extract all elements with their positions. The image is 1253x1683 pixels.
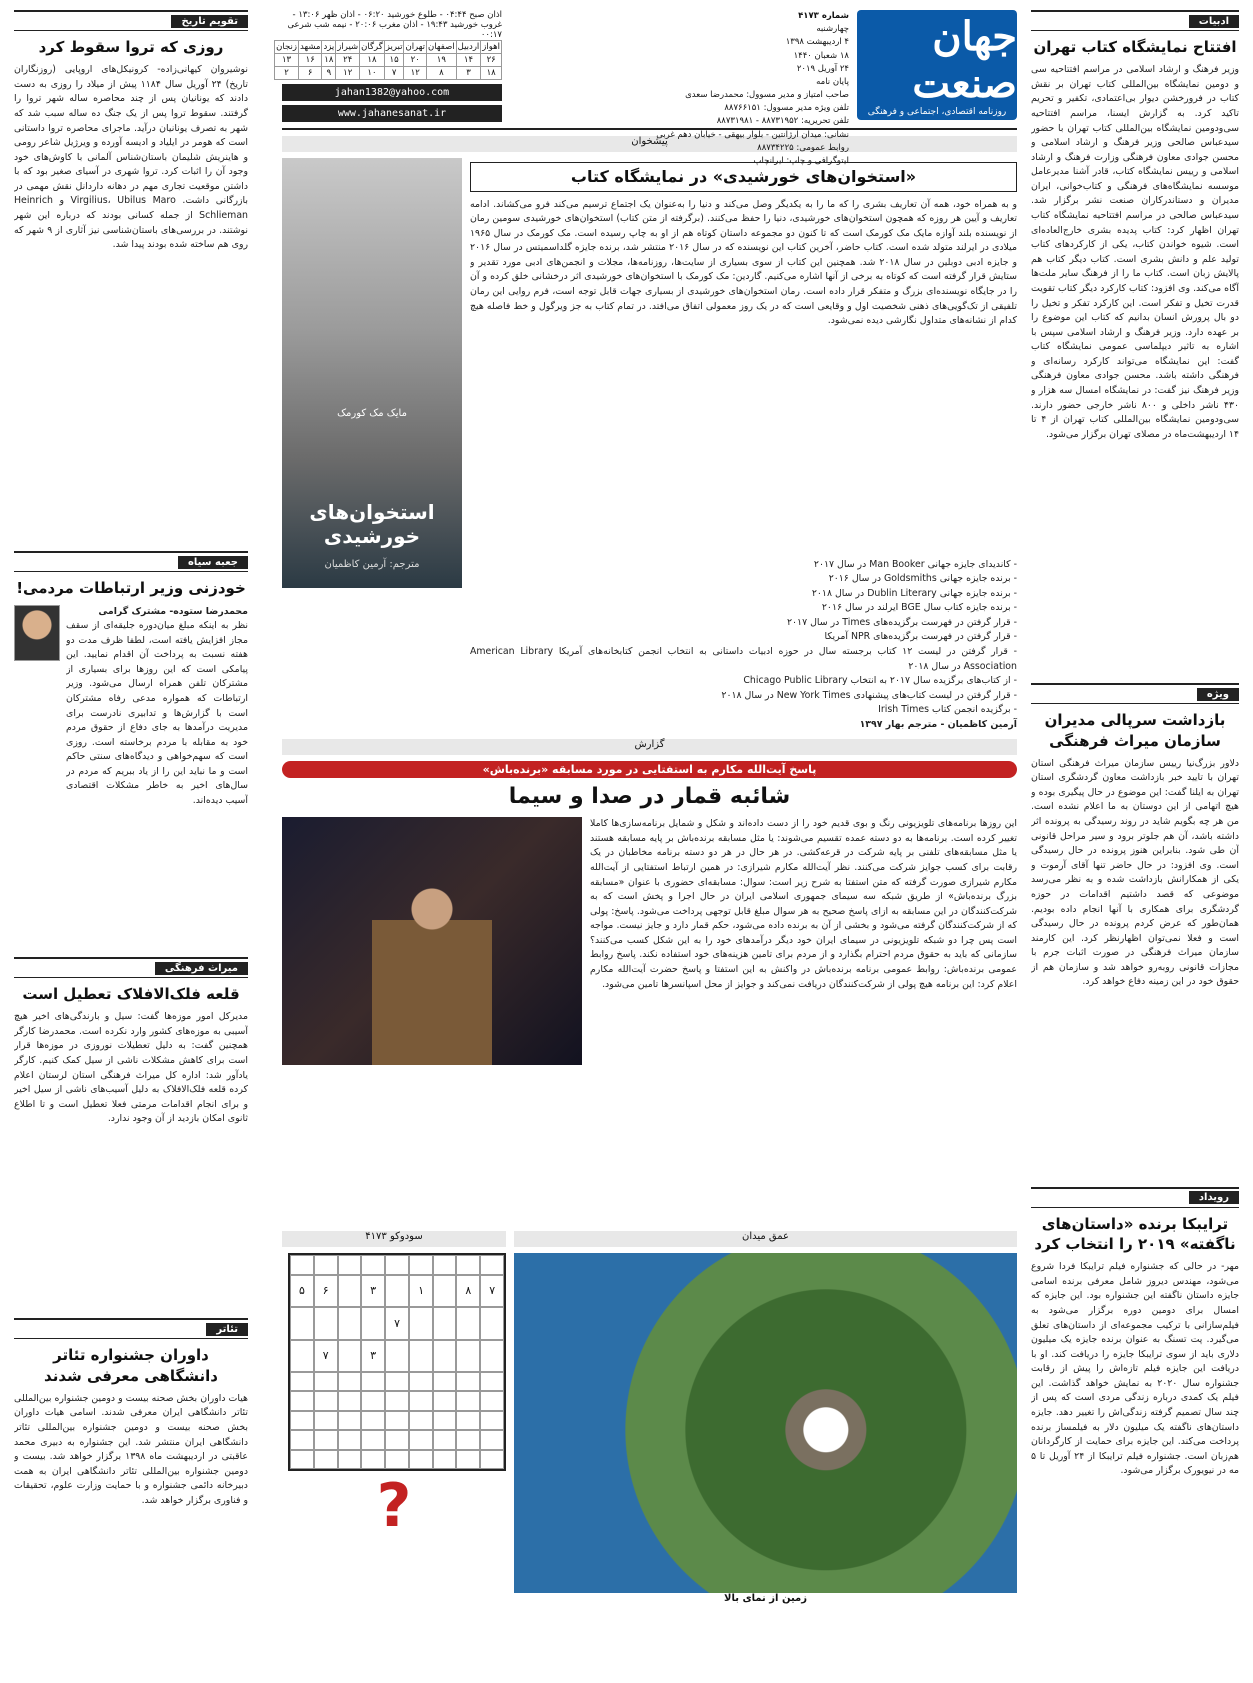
sudoku-cell[interactable] (361, 1372, 385, 1391)
sudoku-cell[interactable] (433, 1391, 457, 1410)
sudoku-cell[interactable] (290, 1430, 314, 1449)
sudoku-cell[interactable] (361, 1430, 385, 1449)
sudoku-cell[interactable] (456, 1411, 480, 1430)
section-bar: عمق میدان (514, 1231, 1017, 1247)
sudoku-cell[interactable]: ۷ (480, 1275, 504, 1307)
sudoku-cell[interactable] (361, 1411, 385, 1430)
sudoku-cell[interactable] (385, 1450, 409, 1469)
weather-max: ۱۸ (322, 54, 336, 67)
sudoku-cell[interactable] (480, 1450, 504, 1469)
sudoku-cell[interactable] (409, 1340, 433, 1372)
sudoku-label: سودوکو (389, 1231, 423, 1243)
info-line: روابط عمومی: ۸۸۷۳۴۲۲۵ (757, 142, 849, 153)
article-body: نظر به اینکه مبلغ میان‌دوره جلیقه‌ای از سقف مجاز افزایش یافته است، لطفا ظرف مدت دو هفته نسبت به پرداخت آن اقدام نمایید. این پیامکی است که این روزها برای بسیاری از مشترکان تلفن همراه ارسال می‌شود. وزیر ارتباطات که همواره مدعی رفاه مشترکان است با گزارش‌ها و تدابیری نادرست برای مدیریت درآمدها به جای دفاع از حقوق مردم خود به مقابله با مردم برخاسته است. روزی است که سهم‌خواهی و دیدگاه‌های سنتی حاکم است و ما نباید این را از یاد ببریم که مردم در سال‌های اخیر به خاطر مشکلات اقتصادی آسیب دیده‌اند. (66, 620, 248, 807)
center-column (276, 10, 1018, 1605)
sudoku-cell[interactable] (290, 1255, 314, 1274)
section-header: رویداد (1031, 1187, 1239, 1208)
sudoku-cell[interactable]: ۱ (409, 1275, 433, 1307)
award-item: - قرار گرفتن در لیست کتاب‌های پیشنهادی New York Times در سال ۲۰۱۸ (721, 689, 1017, 701)
weather-max: ۱۶ (298, 54, 322, 67)
weather-max: ۱۳ (275, 54, 299, 67)
sudoku-cell[interactable] (433, 1275, 457, 1307)
sudoku-cell[interactable] (290, 1340, 314, 1372)
weather-city: شیراز (337, 42, 359, 52)
weather-min: ۶ (298, 67, 322, 80)
sudoku-cell[interactable] (409, 1450, 433, 1469)
info-line: لیتوگرافی و چاپ: ایرانچاپ (753, 155, 849, 166)
brand-name: جهان صنعت (912, 13, 1017, 107)
sudoku-cell[interactable] (409, 1372, 433, 1391)
sudoku-cell[interactable] (314, 1255, 338, 1274)
sudoku-cell[interactable] (409, 1391, 433, 1410)
award-item: - برگزیده انجمن کتاب Irish Times (878, 704, 1017, 716)
sudoku-cell[interactable] (385, 1255, 409, 1274)
sudoku-cell[interactable] (338, 1275, 362, 1307)
sudoku-cell[interactable] (409, 1255, 433, 1274)
sudoku-grid[interactable] (288, 1253, 506, 1471)
weather-min: ۹ (322, 67, 336, 80)
date-en: ۲۴ آوریل ۲۰۱۹ (796, 63, 849, 74)
feature-signoff: آرمین کاظمیان - مترجم بهار ۱۳۹۷ (859, 718, 1017, 730)
sudoku-cell[interactable] (338, 1340, 362, 1372)
section-bar: پیشخوان (282, 136, 1017, 152)
weather-min: ۱۲ (404, 67, 427, 80)
weather-min: ۳ (456, 67, 481, 80)
sudoku-cell[interactable] (314, 1372, 338, 1391)
weather-city: اصفهان (428, 42, 455, 52)
section-header: تئاتر (14, 1318, 248, 1339)
sudoku-cell[interactable] (456, 1340, 480, 1372)
article-title: افتتاح نمایشگاه کتاب تهران (1033, 38, 1237, 56)
sudoku-cell[interactable] (480, 1411, 504, 1430)
sudoku-cell[interactable]: ۸ (456, 1275, 480, 1307)
article-author: محمدرضا ستوده- مشترک گرامی (98, 605, 248, 617)
sudoku-cell[interactable] (361, 1391, 385, 1410)
sudoku-cell[interactable] (409, 1430, 433, 1449)
sudoku-cell[interactable] (385, 1372, 409, 1391)
sudoku-cell[interactable] (456, 1391, 480, 1410)
website-link[interactable]: www.jahanesanat.ir (282, 105, 502, 122)
weather-city: اردبیل (457, 42, 480, 52)
sudoku-cell[interactable]: ۳ (361, 1340, 385, 1372)
sudoku-cell[interactable]: ۷ (314, 1340, 338, 1372)
info-line: صاحب امتیاز و مدیر مسوول: محمدرضا سعدی (685, 90, 849, 101)
report-image-wrap (282, 817, 582, 1217)
article-body: مهر- در حالی که جشنواره فیلم ترایبکا فردا شروع می‌شود، مهندس دیروز شامل معرفی برنده اسامی جایزه داستان ناگفته این جشنواره بود. این جایزه که امسال برای دومین دوره برگزار می‌شود به فیلم‌سازانی با ترکیب مجموعه‌ای از داستان‌های تعلق می‌گیرد. پت تسنگ به عنوان برنده جایزه یک میلیون دلاری باید از سوی ترایبکا جایزه را دریافت کند. او با دریافت این جایزه فیلم تازه‌اش را پیش از رقابت جشنواره سال ۲۰۲۰ به نمایش خواهد گذاشت. این فیلم یک کمدی درباره زندگی مردی است که پس از چند سال تصمیم گرفته زندگی‌اش را تغییر دهد. جایزه داستان‌های ناگفته یک میلیون دلار به فیلمساز برنده پرداخت می‌کند. این جایزه برای حمایت از کارگردانان هم‌زبان است. جشنواره فیلم ترایبکا از ۲۴ آوریل تا ۵ مه در نیویورک برگزار می‌شود. (1031, 1261, 1239, 1477)
sudoku-cell[interactable] (290, 1450, 314, 1469)
weather-city: زنجان (276, 42, 297, 52)
brand-logo (857, 10, 1017, 120)
sudoku-cell[interactable] (480, 1391, 504, 1410)
sudoku-cell[interactable] (385, 1340, 409, 1372)
report-title: شائبه قمار در صدا و سیما (508, 783, 791, 809)
sudoku-cell[interactable] (338, 1391, 362, 1410)
sudoku-cell[interactable] (409, 1411, 433, 1430)
host-figure (372, 865, 492, 1065)
weather-min: ۱۰ (360, 67, 385, 80)
sudoku-cell[interactable] (433, 1450, 457, 1469)
sudoku-number: ۴۱۷۳ (365, 1231, 387, 1243)
map-box (514, 1225, 1017, 1604)
award-item: - برنده جایزه جهانی Dublin Literary در سال ۲۰۱۸ (811, 587, 1017, 599)
weather-min: ۲ (275, 67, 299, 80)
article-title: خودزنی وزیر ارتباطات مردمی! (16, 579, 246, 598)
sudoku-cell[interactable] (314, 1391, 338, 1410)
weather-min: ۱۸ (481, 67, 502, 80)
article-title: داوران جشنواره تئاتر دانشگاهی معرفی شدند (44, 1346, 218, 1385)
weather-city: اهواز (482, 42, 500, 52)
sudoku-cell[interactable] (290, 1372, 314, 1391)
article-title: ترایبکا برنده «داستان‌های ناگفته» ۲۰۱۹ را انتخاب کرد (1034, 1214, 1236, 1253)
report-kicker: پاسخ آیت‌الله مکارم به استفتایی در مورد مسابقه «برنده‌باش» (282, 761, 1017, 778)
awards-list (470, 558, 1017, 718)
sudoku-cell[interactable]: ۷ (385, 1307, 409, 1339)
weekday: چهارشنبه (816, 24, 849, 35)
sudoku-cell[interactable] (338, 1411, 362, 1430)
sudoku-cell[interactable] (290, 1307, 314, 1339)
sudoku-cell[interactable] (385, 1430, 409, 1449)
sudoku-cell[interactable] (290, 1411, 314, 1430)
issue-number: شماره ۴۱۷۳ (798, 11, 849, 21)
weather-max: ۲۶ (481, 54, 502, 67)
weather-city: تبریز (385, 42, 403, 52)
sudoku-cell[interactable] (338, 1450, 362, 1469)
weather-min: ۱۲ (336, 67, 360, 80)
date-fa: ۴ اردیبهشت ۱۳۹۸ (785, 37, 849, 48)
sudoku-cell[interactable] (314, 1411, 338, 1430)
section-header: جعبه سیاه (14, 551, 248, 572)
sudoku-cell[interactable] (385, 1275, 409, 1307)
brand-subtitle: روزنامه اقتصادی، اجتماعی و فرهنگی (867, 107, 1007, 117)
sudoku-cell[interactable] (338, 1307, 362, 1339)
sudoku-cell[interactable] (456, 1255, 480, 1274)
feature-row (282, 158, 1017, 733)
sudoku-cell[interactable] (314, 1450, 338, 1469)
sudoku-cell[interactable] (314, 1307, 338, 1339)
sudoku-cell[interactable] (338, 1372, 362, 1391)
sudoku-cell[interactable] (456, 1430, 480, 1449)
sudoku-cell[interactable] (480, 1340, 504, 1372)
award-item: - قرار گرفتن در لیست ۱۲ کتاب برجسته سال در حوزه ادبیات داستانی به انتخاب انجمن کتابخانه‌های آمریکا American Library Association در سال ۲۰۱۸ (470, 646, 1018, 672)
feature-body: و به همراه خود، همه آن تعاریف بشری را که ما را به یکدیگر وصل می‌کند و دنیا را به‌عنوان یک اجتماع ترسیم می‌کند فرو می‌کشاند. ادامه تعاریف و آیین هر روزه که همچون استخوان‌های خورشیدی، دنیا را حفظ می‌کنند. (برگرفته از متن کتاب) استخوان‌های خورشیدی سومین رمان از نویسنده بلند آوازه مایک مک کورمک است که تا کنون دو مجموعه داستان کوتاه هم از او به چاپ رسیده است. مک کورمک در سال ۱۹۶۵ میلادی در ایرلند متولد شده است. کتاب حاضر، آخرین کتاب این نویسنده که در سال ۲۰۱۶ منتشر شد، برنده جایزه گلداسمیتس در سال ۲۰۱۶ و جایزه ادبی دوبلین در سال ۲۰۱۸ شد. همچنین این کتاب از سوی بسیاری از سایت‌ها، روزنامه‌ها، مجلات و انجمن‌های ادبی مورد تقدیر و ستایش قرار گرفته است که کوتاه به برخی از آنها اشاره می‌کنیم. گاردین: مک کورمک با استخوان‌های خورشیدی اثر درخشانی خلق کرده و آن را در جایگاه نویسنده‌ای بزرگ و متفکر قرار داده است. رمان استخوان‌های خورشیدی از بسیاری جهات قابل توجه است، فرم روایی این رمان تلفیقی از تک‌گویی‌های ذهنی شخصیت اول و وقایعی است که در یک روز معمولی اتفاق می‌افتد. در تمام کتاب به جز ویرگول و خط فاصله هیچ کدام از نشانه‌های متداول نگارشی دیده نمی‌شود. (470, 198, 1017, 327)
email-link[interactable]: jahan1382@yahoo.com (282, 84, 502, 101)
info-line: تلفن ویژه مدیر مسوول: ۸۸۷۶۶۱۵۱ (724, 103, 849, 114)
weather-max: ۱۹ (427, 54, 457, 67)
award-item: - برنده جایزه جهانی Goldsmiths در سال ۲۰۱۶ (828, 573, 1017, 585)
weather-max: ۲۰ (404, 54, 427, 67)
sudoku-cell[interactable] (433, 1307, 457, 1339)
sudoku-cell[interactable] (338, 1430, 362, 1449)
edition-label: پایان نامه (816, 76, 849, 87)
sudoku-cell[interactable] (456, 1307, 480, 1339)
article-title: بازداشت سرپالی مدیران سازمان میراث فرهنگی (1044, 711, 1226, 750)
weather-max: ۱۴ (456, 54, 481, 67)
sudoku-cell[interactable] (433, 1372, 457, 1391)
award-item: - کاندیدای جایزه جهانی Man Booker در سال ۲۰۱۷ (813, 558, 1017, 570)
award-item: - قرار گرفتن در فهرست برگزیده‌های Times در سال ۲۰۱۷ (786, 616, 1017, 628)
sudoku-cell[interactable] (385, 1391, 409, 1410)
sudoku-cell[interactable] (433, 1340, 457, 1372)
sudoku-cell[interactable] (361, 1307, 385, 1339)
weather-max: ۱۸ (360, 54, 385, 67)
article-title: قلعه فلک‌الافلاک تعطیل است (22, 985, 240, 1004)
feature-article (470, 158, 1017, 733)
info-line: نشانی: میدان آرژانتین - بلوار بیهقی - خیابان دهم غربی (656, 129, 849, 140)
article-body: دلاور بزرگ‌نیا رییس سازمان میراث فرهنگی استان تهران با تایید خبر بازداشت معاون گردشگری استان تهران به ایلنا گفت: این موضوع در حال پیگیری بوده و هیچ اتهامی از این دوستان به ما اعلام نشده است. من هر چه بگویم شاید در روند رسیدگی به پرونده اثر داشته باشد، آن هم جلوتر برود و سیر مراحل قانونی آن طی شود. بنابراین هنوز پرونده در حال رسیدگی است. وی افزود: در حال حاضر تنها آقای آرموت و یکی از همکارانش بازداشت شده و به نظر می‌رسد موضوعی که قصد داشتیم اقدامات در حوزه گردشگری برای همکاری با آنها انجام داده بودیم. همان‌طور که عرض کردم پرونده در حال رسیدگی است و فعلا نمی‌توان اظهارنظر کرد. این کارمند سازمان میراث فرهنگی در صورت اثبات جرم با مجازات قانونی روبه‌رو خواهد شد و سازمان هم از حقوق خود در این زمینه دفاع خواهد کرد. (1031, 757, 1239, 988)
sudoku-box (282, 1225, 506, 1604)
question-mark-icon: ? (376, 1471, 412, 1542)
article-body: نوشیروان کیهانی‌زاده- کرونیکل‌های اروپایی (روزنگاران تاریخ) ۲۴ آوریل سال ۱۱۸۴ پیش از میلاد را روزی به دست دادند که یونانیان پس از چند محاصره ساله شهر تروا را گرفتند. سقوط تروا پس از یک جنگ ده ساله سبب شد که شهر به تصرف یونانیان درآید. ماجرای محاصره تروا داستانی است که هومر در ایلیاد و ادیسه آورده و ویرژیل شاعر رومی و هاینریش شلیمان باستان‌شناس آلمانی با کاوش‌های خود وجود آن را اثبات کرد. تروا شهری در آسیای صغیر بود که با داشتن موقعیت تجاری مهم در دهانه داردانل نقش مهمی در بازرگانی داشت. Virgilius، Ubilus Maro و Heinrich Schlieman از جمله کسانی بودند که درباره این شهر نوشتند. در بررسی‌های باستان‌شناسی نیز آثاری از ۹ شهر که روی هم ساخته شده بودند پیدا شد. (14, 64, 248, 251)
book-translator: مترجم: آرمین کاظمیان (324, 559, 420, 570)
author-portrait (14, 605, 60, 661)
weather-city: یزد (323, 42, 335, 52)
sudoku-cell[interactable] (314, 1430, 338, 1449)
weather-city: تهران (405, 42, 426, 52)
info-line: تلفن تحریریه: ۸۸۷۳۱۹۵۲ - ۸۸۷۳۱۹۸۱ (716, 116, 849, 127)
sudoku-cell[interactable] (433, 1411, 457, 1430)
weather-max: ۱۵ (384, 54, 404, 67)
prayer-times: اذان صبح ۰۴:۴۴ - طلوع خورشید ۰۶:۲۰ - اذان ظهر ۱۳:۰۶ - غروب خورشید ۱۹:۴۳ - اذان مغرب ۲۰:۰۶ - نیمه شب شرعی ۰۰:۱۷ (287, 10, 502, 40)
feature-title: «استخوان‌های خورشیدی» در نمایشگاه کتاب (470, 162, 1017, 192)
section-header: میراث فرهنگی (14, 957, 248, 978)
report-row (282, 817, 1017, 1217)
sudoku-cell[interactable] (338, 1255, 362, 1274)
right-column (1031, 10, 1239, 1640)
book-cover-image (282, 158, 462, 588)
award-item: - قرار گرفتن در فهرست برگزیده‌های NPR آمریکا (824, 631, 1017, 643)
sudoku-cell[interactable] (433, 1255, 457, 1274)
sudoku-cell[interactable]: ۵ (290, 1275, 314, 1307)
weather-city: گرگان (361, 42, 383, 52)
weather-city: مشهد (299, 42, 321, 52)
book-title: استخوان‌های خورشیدی (309, 500, 435, 548)
tv-host-image (282, 817, 582, 1065)
book-author: مایک مک کورمک (337, 408, 407, 419)
weather-min: ۸ (427, 67, 457, 80)
section-bar (282, 1231, 506, 1247)
section-header: ادبیات (1031, 10, 1239, 31)
sudoku-cell[interactable] (456, 1372, 480, 1391)
sudoku-cell[interactable] (480, 1307, 504, 1339)
section-bar: گزارش (282, 739, 1017, 755)
sudoku-cell[interactable] (409, 1307, 433, 1339)
date-hijri: ۱۸ شعبان ۱۴۴۰ (793, 50, 849, 61)
sudoku-cell[interactable] (361, 1450, 385, 1469)
sudoku-cell[interactable] (480, 1430, 504, 1449)
article-title: روزی که تروا سقوط کرد (38, 38, 224, 56)
sudoku-cell[interactable] (385, 1411, 409, 1430)
weather-box (276, 10, 502, 128)
weather-max: ۲۴ (336, 54, 360, 67)
sudoku-cell[interactable]: ۳ (361, 1275, 385, 1307)
sudoku-cell[interactable] (361, 1255, 385, 1274)
map-caption: زمین از نمای بالا (724, 1593, 807, 1605)
section-header: تقویم تاریخ (14, 10, 248, 31)
sudoku-cell[interactable] (480, 1372, 504, 1391)
section-header: ویژه (1031, 683, 1239, 704)
sudoku-cell[interactable] (433, 1430, 457, 1449)
weather-table (274, 40, 502, 80)
sudoku-cell[interactable] (456, 1450, 480, 1469)
award-item: - از کتاب‌های برگزیده سال ۲۰۱۷ به انتخاب Chicago Public Library (743, 675, 1017, 687)
report-body: این روزها برنامه‌های تلویزیونی رنگ و بوی قدیم خود را از دست داده‌اند و شکل و شمایل برنامه‌سازی‌ها کاملا تغییر کرده است. برنامه‌ها به دو دسته عمده تقسیم می‌شوند: یا مثل مسابقه برنده‌باش بر پایه مسابقه هستند یا مثل مسابقه‌های تلفنی بر پایه شرکت در قرعه‌کشی. در هر حال در هر دو دسته برنامه مخاطبان در یک رقابت برای کسب جوایز شرکت می‌کنند. نظر آیت‌الله مکارم شیرازی: در همین ارتباط استفتایی از آیت‌الله مکارم شیرازی صورت گرفته که متن استفتا به شرح زیر است: سوال: مسابقه‌ای حضوری با عنوان «مسابقه بزرگ برنده‌باش» از طریق شبکه سه سیمای جمهوری اسلامی ایران در حال اجرا و پخش است که به شرکت‌کنندگان در این مسابقه به ازای پاسخ صحیح به هر سوال مبلغ قابل توجهی پرداخت می‌شود. پاسخ: پولی که از شرکت‌کنندگان گرفته می‌شود و بخشی از آن به برنده داده می‌شود، حکم قمار دارد و جایز نیست. مواجه است پس چرا دو شبکه تلویزیونی در سیمای ایران خود دیگر درآمدهای خود را به این شکل کسب می‌کنند؟ سازمانی که باید به حقوق مردم احترام بگذارد و از مردم برای تامین هزینه‌های خود استفاده نکند. پاسخ روابط عمومی برنده‌باش: روابط عمومی برنامه برنده‌باش در واکنش به این استفتا و پاسخ حضرت آیت‌الله مکارم اعلام کرد: این برنامه هیچ پولی از شرکت‌کنندگان دریافت نمی‌کند و جوایز از محل اسپانسرها تامین می‌شود. (590, 818, 1017, 990)
sudoku-cell[interactable]: ۶ (314, 1275, 338, 1307)
bottom-row (282, 1225, 1017, 1604)
weather-min: ۷ (384, 67, 404, 80)
article-body: هیات داوران بخش صحنه بیست و دومین جشنواره بین‌المللی تئاتر دانشگاهی ایران معرفی شدند. اسامی هیات داوران بخش صحنه بیست و دومین جشنواره بین‌المللی تئاتر دانشگاهی ایران منتشر شد. این جشنواره به دبیری محمد عاقبتی در اردیبهشت ماه ۱۳۹۸ برگزار خواهد شد. بیست و دومین جشنواره بین‌المللی تئاتر دانشگاهی ایران به همت دبیرخانه دائمی جشنواره و با حمایت وزارت علوم، تحقیقات و فناوری برگزار خواهد شد. (14, 1392, 248, 1506)
sudoku-cell[interactable] (290, 1391, 314, 1410)
award-item: - برنده جایزه کتاب سال BGE ایرلند در سال ۲۰۱۶ (821, 602, 1017, 614)
article-body: مدیرکل امور موزه‌ها گفت: سیل و بارندگی‌های اخیر هیچ آسیبی به موزه‌های کشور وارد نکرده است. محمدرضا کارگر همچنین گفت: به دلیل تعطیلات نوروزی در موزه‌ها قرار است برای کاهش مشکلات ناشی از سیل کمک کنیم. کارگر یادآور شد: اداره کل میراث فرهنگی استان لرستان اعلام کرده قلعه فلک‌الافلاک به دلیل آسیب‌های ناشی از سیل اخیر و برای انجام اقدامات مرمتی فعلا تعطیل است و تا اطلاع ثانوی امکان بازدید از آن وجود ندارد. (14, 1011, 248, 1125)
sudoku-cell[interactable] (480, 1255, 504, 1274)
aerial-map-image (514, 1253, 1017, 1593)
article-body: وزیر فرهنگ و ارشاد اسلامی در مراسم افتتاحیه سی و دومین نمایشگاه بین‌المللی کتاب تهران بر نقش کتاب در فرورخشن دیوار بی‌اعتمادی، تکفیر و تحریم تاکید کرد. به گزارش ایسنا، مراسم افتتاحیه سی‌ودومین نمایشگاه بین‌المللی کتاب تهران با حضور سیدعباس صالحی وزیر فرهنگ و ارشاد اسلامی و محسن جوادی معاون فرهنگی وزارت فرهنگ و ارشاد اسلامی و رییس نمایشگاه کتاب، قادر آشنا مدیرعامل موسسه نمایشگاه‌های فرهنگی و کتاب‌خوانی، ایران مدیران و دستاندرکاران صنعت نشر برگزار شد. سیدعباس صالحی در مراسم افتتاحیه نمایشگاه کتاب تهران اظهار کرد: کتاب پدیده بشری خارج‌العاده‌ای است. شیوه خواندن کتاب، یکی از کارکردهای کتاب تولید علم و دانش بشری است. کتاب دیگر کتاب هم پالایش زبان است. کتاب ما را از فرهنگ سایر ملت‌ها آگاه می‌کند. وی افزود: کتاب کارکرد دیگر کتاب تقویت قدرت تخیل و تفکر است. این کارکرد تفکر و تخیل را دو بال پرورش انسان بدانیم که کتاب این موضوع را بر عهده دارد. وزیر فرهنگ و ارشاد اسلامی سپس با اشاره به تاثیر دیپلماسی عمومی نمایشگاه کتاب گفت: این نمایشگاه می‌تواند کارکرد رسانه‌ای و فرهنگی داشته باشد. محسن جوادی معاون فرهنگی وزیر فرهنگ نیز گفت: در نمایشگاه امسال سه هزار و ۴۳۰ ناشر داخلی و ۸۰۰ ناشر خارجی حضور دارند. سی‌ودومین نمایشگاه بین‌المللی کتاب تهران از ۴ تا ۱۴ اردیبهشت‌ماه در مصلای تهران برگزار می‌شود. (1031, 64, 1239, 440)
left-column (14, 10, 248, 1562)
